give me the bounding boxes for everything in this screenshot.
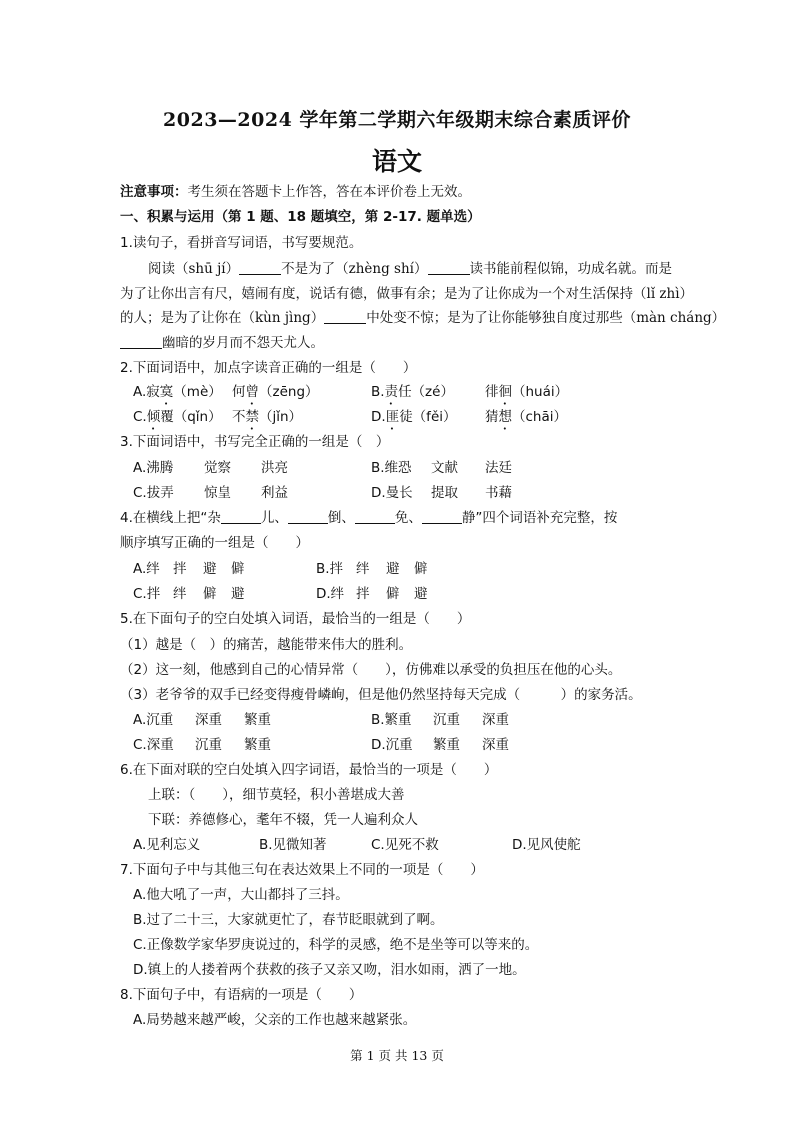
q6-option-b[interactable]: B.见微知著 bbox=[259, 837, 327, 853]
q4-char: 拌 bbox=[356, 586, 370, 602]
q6-option-d[interactable]: D.见风使舵 bbox=[512, 837, 581, 853]
q1-passage-line3 bbox=[120, 310, 725, 326]
q1-text: 读书能前程似锦，功成名就。而是 bbox=[469, 261, 672, 277]
q2-option-a[interactable]: A.寂寞（mè） bbox=[133, 384, 222, 400]
q5-word: 深重 bbox=[482, 737, 509, 753]
q4-blank-3[interactable] bbox=[355, 510, 395, 524]
q5-word: 繁重 bbox=[433, 737, 460, 753]
page-title: 2023—2024 学年第二学期六年级期末综合素质评价 bbox=[163, 109, 631, 131]
q4-option-c[interactable]: C.拌 bbox=[133, 586, 161, 602]
q1-passage-line4 bbox=[120, 335, 324, 351]
q4-stem-line1: 4.在横线上把“杂 儿、 倒、 免、 静”四个词语补充完整，按 bbox=[120, 510, 618, 526]
q4-blank-4[interactable] bbox=[422, 510, 462, 524]
q4-char: 僻 bbox=[414, 561, 428, 577]
q4-char: 绊 bbox=[173, 586, 187, 602]
q4-stem-line2: 顺序填写正确的一组是（ ） bbox=[120, 535, 309, 551]
q1-passage-line2: 为了让你出言有尺，嬉闹有度，说话有德，做事有余；是为了让你成为一个对生活保持（lǐ zhì） bbox=[120, 286, 694, 302]
q3-word: 提取 bbox=[431, 485, 458, 501]
q5-sentence-3: （3）老爷爷的双手已经变得瘦骨嶙峋，但是他仍然坚持每天完成（ ）的家务活。 bbox=[120, 687, 642, 703]
q2-option-d[interactable]: D.匪徒（fěi） bbox=[371, 409, 457, 425]
q5-option-a[interactable]: A.沉重 bbox=[133, 712, 174, 728]
q4-option-a[interactable]: A.绊 bbox=[133, 561, 160, 577]
q3-word: 洪亮 bbox=[261, 460, 288, 476]
q2-option-a-word2: 何曾（zēng） bbox=[232, 384, 319, 400]
q3-word: 文献 bbox=[431, 460, 458, 476]
q1-passage-line1 bbox=[148, 261, 672, 277]
q5-word: 沉重 bbox=[433, 712, 460, 728]
q3-word: 利益 bbox=[261, 485, 288, 501]
q4-char: 绊 bbox=[356, 561, 370, 577]
q3-option-d[interactable]: D.曼长 bbox=[371, 485, 413, 501]
q5-word: 繁重 bbox=[244, 737, 271, 753]
q1-stem: 1.读句子，看拼音写词语，书写要规范。 bbox=[120, 235, 363, 251]
q7-option-b[interactable]: B.过了二十三，大家就更忙了，春节眨眼就到了啊。 bbox=[133, 912, 444, 928]
q5-option-d[interactable]: D.沉重 bbox=[371, 737, 413, 753]
q1-blank-2[interactable] bbox=[428, 261, 470, 275]
q4-char: 僻 bbox=[231, 561, 245, 577]
q1-text: 不是为了（zhèng shí） bbox=[281, 261, 428, 277]
q1-blank-1[interactable] bbox=[239, 261, 281, 275]
q4-char: 避 bbox=[231, 586, 245, 602]
subject-title: 语文 bbox=[371, 147, 422, 176]
q8-stem: 8.下面句子中，有语病的一项是（ ） bbox=[120, 987, 363, 1003]
q4-option-b[interactable]: B.拌 bbox=[316, 561, 344, 577]
q7-stem: 7.下面句子中与其他三句在表达效果上不同的一项是（ ） bbox=[120, 862, 484, 878]
q2-option-b[interactable]: B.责任（zé） bbox=[371, 384, 454, 400]
q2-stem: 2.下面词语中，加点字读音正确的一组是（ ） bbox=[120, 360, 417, 376]
q2-option-b-word2: 徘徊（huái） bbox=[485, 384, 569, 400]
q6-option-c[interactable]: C.见死不救 bbox=[371, 837, 439, 853]
q8-option-a[interactable]: A.局势越来越严峻，父亲的工作也越来越紧张。 bbox=[133, 1012, 417, 1028]
q3-word: 觉察 bbox=[204, 460, 231, 476]
q3-stem: 3.下面词语中，书写完全正确的一组是（ ） bbox=[120, 434, 390, 450]
q5-word: 沉重 bbox=[195, 737, 222, 753]
q5-stem: 5.在下面句子的空白处填入词语，最恰当的一组是（ ） bbox=[120, 611, 471, 627]
q5-sentence-1: （1）越是（ ）的痛苦，越能带来伟大的胜利。 bbox=[120, 637, 413, 653]
q4-char: 僻 bbox=[203, 586, 217, 602]
q4-blank-1[interactable] bbox=[221, 510, 261, 524]
q3-option-a[interactable]: A.沸腾 bbox=[133, 460, 174, 476]
notice-text: 考生须在答题卡上作答，答在本评价卷上无效。 bbox=[187, 184, 471, 200]
q1-text: 阅读（shū jí） bbox=[148, 261, 240, 277]
q5-word: 深重 bbox=[195, 712, 222, 728]
q5-word: 深重 bbox=[482, 712, 509, 728]
section-heading: 一、积累与运用（第 1 题、18 题填空，第 2-17. 题单选） bbox=[120, 209, 481, 225]
q5-sentence-2: （2）这一刻，他感到自己的心情异常（ ），仿佛难以承受的负担压在他的心头。 bbox=[120, 662, 622, 678]
q7-option-c[interactable]: C.正像数学家华罗庚说过的，科学的灵感，绝不是坐等可以等来的。 bbox=[133, 937, 539, 953]
q2-option-c[interactable]: C.倾覆（qǐn） bbox=[133, 409, 222, 425]
q3-word: 法廷 bbox=[485, 460, 512, 476]
q3-word: 书藉 bbox=[485, 485, 512, 501]
q2-option-c-word2: 不禁（jǐn） bbox=[232, 409, 303, 425]
page-footer: 第 1 页 共 13 页 bbox=[350, 1048, 444, 1063]
q5-option-c[interactable]: C.深重 bbox=[133, 737, 174, 753]
q1-blank-4[interactable] bbox=[120, 335, 162, 349]
q4-char: 僻 bbox=[386, 586, 400, 602]
q1-blank-3[interactable] bbox=[324, 310, 366, 324]
q1-text: 幽暗的岁月而不怨天尤人。 bbox=[162, 335, 324, 351]
q4-char: 避 bbox=[386, 561, 400, 577]
q4-char: 避 bbox=[203, 561, 217, 577]
notice bbox=[120, 184, 471, 200]
q6-option-a[interactable]: A.见利忘义 bbox=[133, 837, 201, 853]
q4-option-d[interactable]: D.绊 bbox=[316, 586, 345, 602]
q5-word: 繁重 bbox=[244, 712, 271, 728]
q4-char: 避 bbox=[414, 586, 428, 602]
q3-option-b[interactable]: B.维恐 bbox=[371, 460, 412, 476]
q1-text: 中处变不惊；是为了让你能够独自度过那些（màn cháng） bbox=[366, 310, 726, 326]
q4-char: 拌 bbox=[173, 561, 187, 577]
notice-label: 注意事项： bbox=[120, 184, 188, 200]
q7-option-d[interactable]: D.镇上的人搂着两个获救的孩子又亲又吻，泪水如雨，洒了一地。 bbox=[133, 962, 526, 978]
q6-lower-couplet: 下联：养德修心，耄年不辍，凭一人遍利众人 bbox=[148, 812, 418, 828]
q6-stem: 6.在下面对联的空白处填入四字词语，最恰当的一项是（ ） bbox=[120, 762, 498, 778]
q4-blank-2[interactable] bbox=[288, 510, 328, 524]
q3-option-c[interactable]: C.拔弄 bbox=[133, 485, 174, 501]
q5-option-b[interactable]: B.繁重 bbox=[371, 712, 412, 728]
q1-text: 的人；是为了让你在（kùn jìng） bbox=[120, 310, 325, 326]
q7-option-a[interactable]: A.他大吼了一声，大山都抖了三抖。 bbox=[133, 887, 349, 903]
q2-option-d-word2: 猜想（chāi） bbox=[485, 409, 568, 425]
q6-upper-couplet: 上联：（ ），细节莫轻，积小善堪成大善 bbox=[148, 787, 405, 803]
q3-word: 惊皇 bbox=[204, 485, 231, 501]
